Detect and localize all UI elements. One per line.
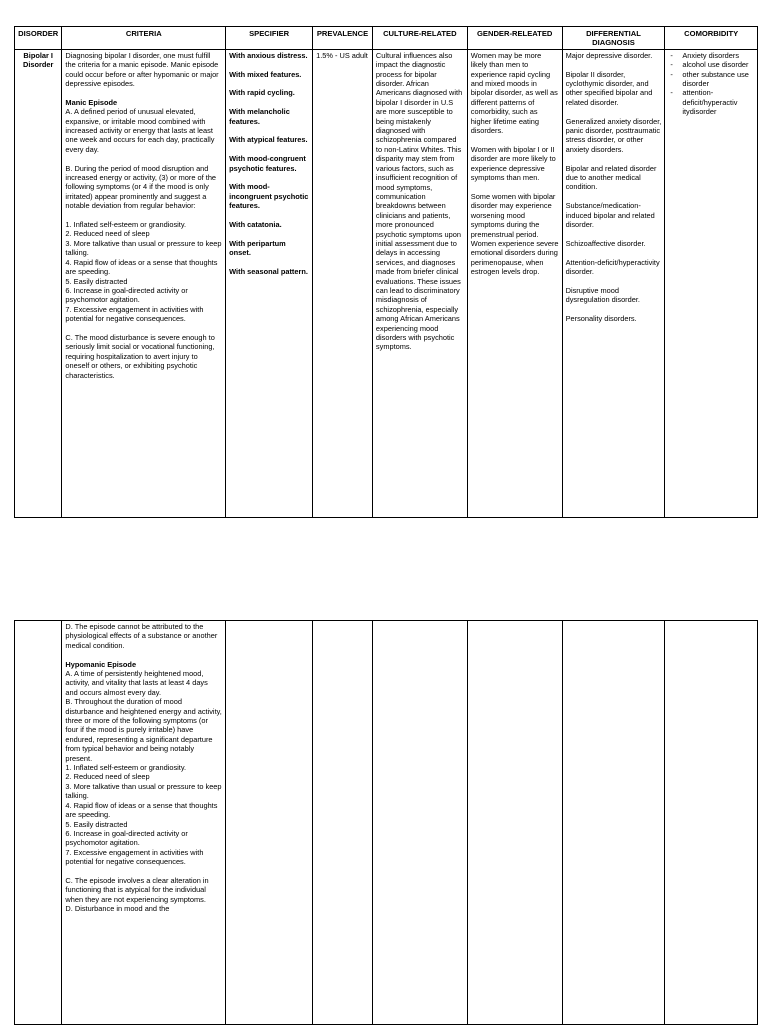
specifier-item: With peripartum onset. — [229, 238, 286, 258]
disorder-cell — [15, 49, 62, 517]
specifier-item: With melancholic features. — [229, 107, 290, 126]
manic-criterion-d: D. The episode cannot be attributed to the physiological effects of a substance or another medical condition. — [65, 622, 218, 650]
prevalence-cell-empty — [313, 621, 373, 1025]
comorbidity-item: - other substance use disorder — [668, 70, 754, 89]
hypomanic-symptom: 5. Easily distracted — [65, 819, 128, 829]
hypomanic-criterion-b: B. Throughout the duration of mood disturbance and heightened energy and activity, three or more of the following symptoms (or four if the mood is purely irritable) have endured, representing a significant departure from typical behavior and being notably present. — [65, 697, 222, 763]
manic-symptom: 5. Easily distracted — [65, 276, 128, 286]
header-specifier: SPECIFIER — [226, 27, 313, 50]
hypomanic-criterion-a: A. A time of persistently heightened mood, activity, and vitality that lasts at least 4 days and occurs almost every day. — [65, 669, 208, 697]
hypomanic-criterion-d: D. Disturbance in mood and the — [65, 904, 170, 914]
hypomanic-episode-heading: Hypomanic Episode — [65, 659, 137, 669]
differential-item: Major depressive disorder. — [565, 50, 653, 60]
differential-item: Bipolar and related disorder due to another medical condition. — [565, 163, 657, 192]
specifier-item: With seasonal pattern. — [229, 267, 308, 277]
comorbidity-list — [668, 51, 754, 117]
comorbidity-cell — [665, 49, 758, 517]
header-gender-related: GENDER-RELEATED — [467, 27, 562, 50]
differential-diagnosis-cell-empty — [562, 621, 665, 1025]
specifier-item: With catatonia. — [229, 220, 282, 230]
specifier-item: With atypical features. — [229, 135, 308, 145]
manic-symptom: 7. Excessive engagement in activities with potential for negative consequences. — [65, 304, 204, 324]
manic-symptom: 2. Reduced need of sleep — [65, 229, 150, 239]
manic-symptom: 1. Inflated self-esteem or grandiosity. — [65, 220, 187, 230]
comorbidity-item: - alcohol use disorder — [668, 60, 754, 69]
gender-related-cell — [467, 49, 562, 517]
comorbidity-item: - attention-deficit/hyperactiv itydisorder — [668, 88, 754, 116]
header-disorder: DISORDER — [15, 27, 62, 50]
header-prevalence: PREVALENCE — [313, 27, 373, 50]
hypomanic-criterion-c: C. The episode involves a clear alteration in functioning that is atypical for the individual when they are not experiencing symptoms. — [65, 875, 209, 904]
specifier-cell-empty — [226, 621, 313, 1025]
header-row — [15, 27, 758, 50]
header-comorbidity: COMORBIDITY — [665, 27, 758, 50]
gender-related-text: Women may be more likely than men to experience rapid cycling and mixed moods in bipolar disorder, as well as different patterns of comorbidity, such as higher lifetime eating disorders. — [470, 50, 558, 136]
differential-diagnosis-cell — [562, 49, 665, 517]
differential-item: Schizoaffective disorder. — [565, 238, 646, 248]
header-differential-diagnosis: DIFFERENTIAL DIAGNOSIS — [562, 27, 665, 50]
differential-item: Generalized anxiety disorder, panic disorder, posttraumatic stress disorder, or other anxiety disorders. — [565, 116, 662, 154]
disorder-table-page-2 — [14, 620, 758, 1025]
criteria-cell — [62, 49, 226, 517]
specifier-item: With mood-incongruent psychotic features. — [229, 182, 309, 211]
gender-related-text: Women with bipolar I or II disorder are more likely to experience depressive symptoms than men. — [470, 144, 556, 183]
specifier-item: With rapid cycling. — [229, 88, 295, 98]
header-culture-related: CULTURE-RELATED — [372, 27, 467, 50]
manic-symptom: 4. Rapid flow of ideas or a sense that thoughts are speeding. — [65, 257, 218, 277]
hypomanic-symptom: 2. Reduced need of sleep — [65, 772, 150, 782]
specifier-item: With mixed features. — [229, 69, 302, 79]
culture-related-text: Cultural influences also impact the diagnostic process for bipolar disorder. African Americans diagnosed with bipolar I disorder in U.S are more susceptible to being mistakenly diagnosed with schizophrenia compared to non-Latinx Whites. This disparity may stem from various factors, such as insufficient recognition of mood symptoms, communication breakdowns between clinicians and patients, more pronounced psychotic symptoms upon initial assessment due to delays in accessing services, and diagnoses made from briefer clinical evaluations. These issues can lead to discriminatory misdiagnosis of schizophrenia, especially among African Americans experiencing mood disorders with psychotic symptoms. — [375, 50, 463, 352]
hypomanic-symptom: 6. Increase in goal-directed activity or psychomotor agitation. — [65, 828, 188, 848]
manic-episode-heading: Manic Episode — [65, 97, 118, 107]
hypomanic-symptom: 4. Rapid flow of ideas or a sense that thoughts are speeding. — [65, 800, 218, 820]
disorder-table-page-1 — [14, 26, 758, 518]
hypomanic-symptom: 7. Excessive engagement in activities with potential for negative consequences. — [65, 847, 204, 867]
differential-item: Personality disorders. — [565, 314, 637, 324]
differential-item: Bipolar II disorder, cyclothymic disorder, and other specified bipolar and related disorder. — [565, 69, 653, 107]
manic-symptom: 3. More talkative than usual or pressure to keep talking. — [65, 238, 222, 258]
specifier-cell — [226, 49, 313, 517]
criteria-cell-continued — [62, 621, 226, 1025]
manic-criterion-c: C. The mood disturbance is severe enough to seriously limit social or vocational functioning, requiring hospitalization to avert injury to oneself or others, or exhibiting psychotic characteristics. — [65, 332, 215, 380]
disorder-cell-empty — [15, 621, 62, 1025]
culture-related-cell — [372, 49, 467, 517]
culture-related-cell-empty — [372, 621, 467, 1025]
comorbidity-cell-empty — [665, 621, 758, 1025]
disorder-name: Bipolar I Disorder — [23, 50, 54, 70]
hypomanic-symptom: 1. Inflated self-esteem or grandiosity. — [65, 763, 187, 773]
manic-criterion-a: A. A defined period of unusual elevated, expansive, or irritable mood combined with increased activity or energy that lasts at least one week and occurs for each day, practically every day. — [65, 107, 215, 154]
manic-symptom: 6. Increase in goal-directed activity or psychomotor agitation. — [65, 285, 188, 305]
table-row — [15, 49, 758, 517]
gender-related-text: Some women with bipolar disorder may experience worsening mood symptoms during the premenstrual period. Women experience severe emotional disorders during perimenopause, when estrogen levels drop. — [470, 191, 559, 277]
gender-related-cell-empty — [467, 621, 562, 1025]
differential-item: Attention-deficit/hyperactivity disorder. — [565, 257, 660, 277]
specifier-item: With anxious distress. — [229, 50, 308, 60]
prevalence-cell — [313, 49, 373, 517]
table-row — [15, 621, 758, 1025]
specifier-item: With mood-congruent psychotic features. — [229, 154, 306, 173]
header-criteria: CRITERIA — [62, 27, 226, 50]
comorbidity-item: - Anxiety disorders — [668, 51, 754, 60]
manic-criterion-b: B. During the period of mood disruption and increased energy or activity, (3) or more of the following symptoms (or 4 if the mood is only irritated) appear prominently and suggest a notable deviation from regular behavior: — [65, 163, 217, 211]
differential-item: Substance/medication-induced bipolar and related disorder. — [565, 201, 655, 230]
differential-item: Disruptive mood dysregulation disorder. — [565, 285, 640, 305]
criteria-intro: Diagnosing bipolar I disorder, one must fulfill the criteria for a manic episode. Manic episode could occur before or after hypomanic or major depressive episodes. — [65, 50, 219, 89]
hypomanic-symptom: 3. More talkative than usual or pressure to keep talking. — [65, 781, 222, 801]
prevalence-value: 1.5% - US adult — [316, 50, 368, 60]
